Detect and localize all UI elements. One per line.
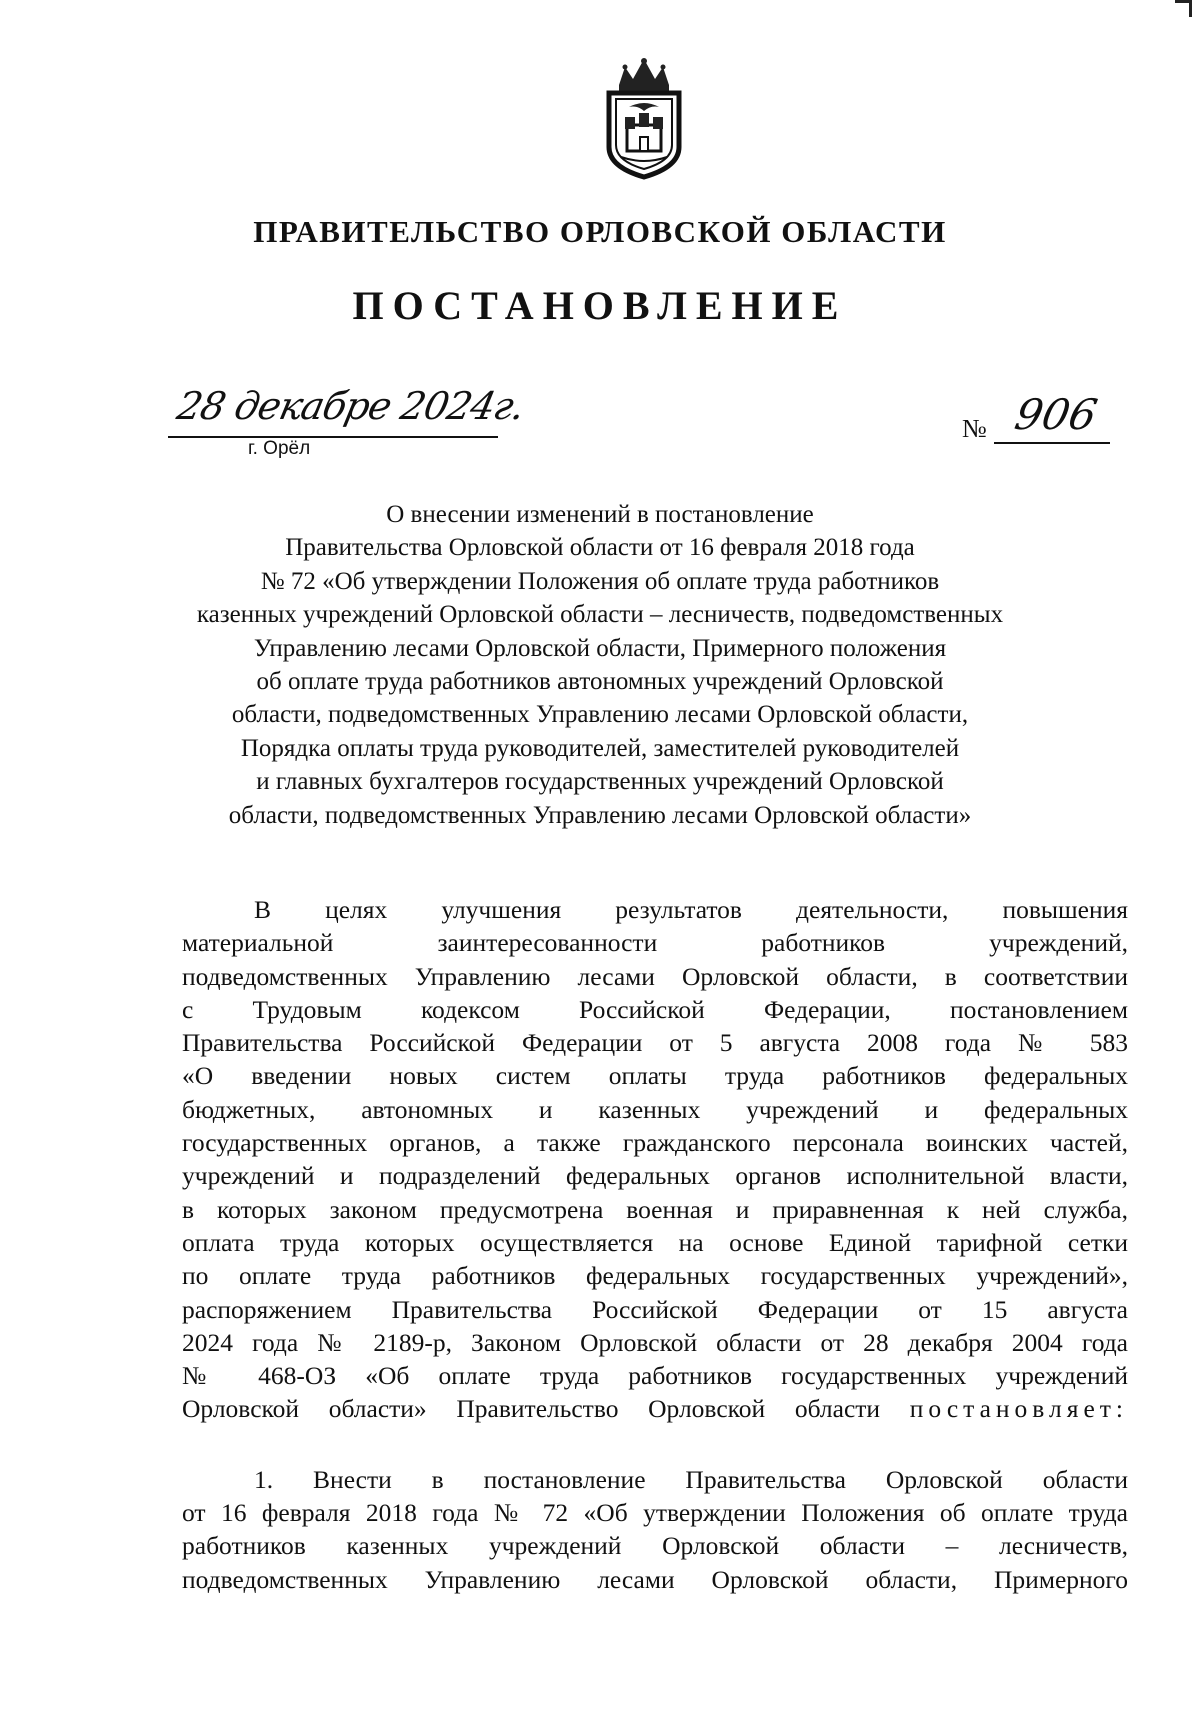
document-body [182, 893, 1128, 1596]
subject-line: об оплате труда работников автономных учреждений Орловской [256, 668, 944, 696]
organization-title: ПРАВИТЕЛЬСТВО ОРЛОВСКОЙ ОБЛАСТИ [253, 214, 947, 249]
subject-line: О внесении изменений в постановление [386, 501, 814, 528]
body-line: материальной заинтересованности работников учреждений, [182, 928, 1128, 958]
body-line: 2024 года № 2189-р, Законом Орловской области от 28 декабря 2004 года [182, 1327, 1128, 1357]
final-line-prefix: Орловской области» Правительство Орловской области [182, 1394, 881, 1424]
body-line: № 468-ОЗ «Об оплате труда работников государственных учреждений [182, 1361, 1128, 1391]
body-line: государственных органов, а также гражданского персонала воинских частей, [182, 1128, 1128, 1158]
body-line: оплата труда которых осуществляется на основе Единой тарифной сетки [182, 1227, 1128, 1257]
preamble-paragraph [182, 893, 1128, 1426]
subject-line: Порядка оплаты труда руководителей, заместителей руководителей [240, 734, 960, 762]
number-label: № [962, 414, 987, 443]
clause-1-paragraph [182, 1463, 1128, 1596]
body-line: бюджетных, автономных и казенных учреждений и федеральных [182, 1094, 1128, 1124]
scan-corner-mark [1175, 0, 1192, 17]
body-line: работников казенных учреждений Орловской области – лесничеств, [182, 1531, 1128, 1561]
body-line: подведомственных Управлению лесами Орловской области, Примерного [182, 1564, 1128, 1594]
subject-line: Управлению лесами Орловской области, Примерного положения [253, 634, 947, 662]
subject-line: № 72 «Об утверждении Положения об оплате труда работников [260, 567, 940, 595]
subject-line: Правительства Орловской области от 16 февраля 2018 года [285, 534, 915, 562]
body-line: Правительства Российской Федерации от 5 августа 2008 года № 583 [182, 1028, 1128, 1058]
body-line: учреждений и подразделений федеральных органов исполнительной власти, [182, 1161, 1128, 1191]
body-line: распоряжением Правительства Российской Федерации от 15 августа [182, 1294, 1128, 1324]
body-line: от 16 февраля 2018 года № 72 «Об утверждении Положения об оплате труда [182, 1498, 1128, 1528]
body-line: 1. Внести в постановление Правительства Орловской области [254, 1464, 1128, 1494]
subject-line: области, подведомственных Управлению лесами Орловской области» [228, 801, 972, 829]
resolves-keyword: постановляет: [909, 1394, 1129, 1424]
body-line: В целях улучшения результатов деятельности, повышения [254, 895, 1128, 924]
document-type-heading: ПОСТАНОВЛЕНИЕ [352, 283, 848, 328]
handwritten-number: 906 [1010, 390, 1102, 439]
handwritten-date: 28 декабре 2024г. [173, 384, 529, 428]
subject-line: казенных учреждений Орловской области – лесничеств, подведомственных [196, 601, 1004, 629]
subject-line: области, подведомственных Управлению лесами Орловской области, [231, 701, 969, 729]
body-line: с Трудовым кодексом Российской Федерации, постановлением [182, 994, 1128, 1024]
body-line: в которых законом предусмотрена военная и приравненная к ней служба, [182, 1194, 1128, 1224]
body-line: по оплате труда работников федеральных государственных учреждений», [182, 1261, 1128, 1291]
body-line-final [182, 1392, 1128, 1425]
city-label: г. Орёл [248, 438, 311, 459]
body-line: «О введении новых систем оплаты труда работников федеральных [182, 1061, 1128, 1091]
subject-line: и главных бухгалтеров государственных учреждений Орловской [256, 768, 944, 796]
coat-of-arms-icon [599, 55, 689, 181]
document-subject [150, 498, 1050, 832]
body-line: подведомственных Управлению лесами Орловской области, в соответствии [182, 961, 1128, 991]
